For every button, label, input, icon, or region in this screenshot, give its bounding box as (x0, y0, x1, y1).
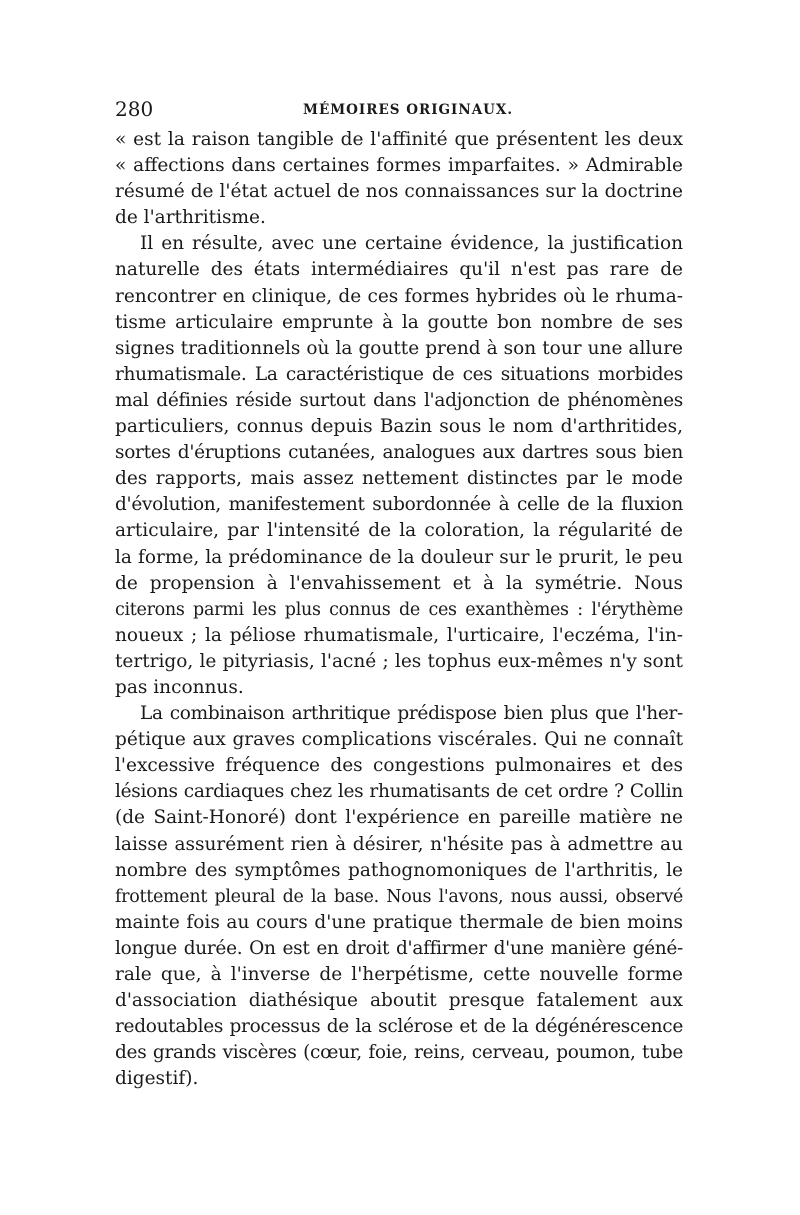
text-line: d'évolution, manifestement subordonnée à celle de la fluxion (115, 494, 683, 516)
running-title: MÉMOIRES ORIGINAUX. (303, 102, 514, 118)
text-line: des rapports, mais assez nettement distinctes par le mode (115, 468, 683, 490)
text-line: la forme, la prédominance de la douleur sur le prurit, le peu (115, 546, 683, 568)
text-line: de l'arthritisme. (115, 207, 266, 229)
text-line: Il en résulte, avec une certaine évidence, la justification (140, 233, 683, 255)
text-line: rhumatismale. La caractéristique de ces situations morbides (115, 363, 683, 385)
running-head (115, 97, 685, 121)
text-line: articulaire, par l'intensité de la coloration, la régularité de (115, 520, 683, 542)
text-line: signes traditionnels où la goutte prend à son tour une allure (115, 337, 683, 359)
text-line: des grands viscères (cœur, foie, reins, cerveau, poumon, tube (115, 1042, 683, 1064)
text-line: sortes d'éruptions cutanées, analogues aux dartres sous bien (115, 442, 683, 464)
text-line: tisme articulaire emprunte à la goutte bon nombre de ses (115, 311, 683, 333)
text-line: résumé de l'état actuel de nos connaissances sur la doctrine (115, 181, 683, 203)
text-line: laisse assurément rien à désirer, n'hésite pas à admettre au (115, 833, 683, 855)
text-line: La combinaison arthritique prédispose bien plus que l'her- (140, 703, 683, 725)
text-line: nombre des symptômes pathognomoniques de l'arthritis, le (115, 859, 683, 881)
text-line: redoutables processus de la sclérose et de la dégénérescence (115, 1016, 683, 1038)
text-line: l'excessive fréquence des congestions pulmonaires et des (115, 755, 683, 777)
text-line: rencontrer en clinique, de ces formes hybrides où le rhuma- (115, 285, 683, 307)
text-line: de propension à l'envahissement et à la symétrie. Nous (115, 572, 683, 594)
text-line: rale que, à l'inverse de l'herpétisme, cette nouvelle forme (115, 964, 683, 985)
body-text (115, 127, 683, 1092)
text-line: digestif). (115, 1068, 199, 1090)
text-line: frottement pleural de la base. Nous l'avons, nous aussi, observé (115, 886, 683, 907)
text-line: pétique aux graves complications viscérales. Qui ne connaît (115, 729, 683, 751)
text-line: naturelle des états intermédiaires qu'il n'est pas rare de (115, 259, 683, 281)
text-line: « est la raison tangible de l'affinité que présentent les deux (115, 129, 683, 150)
text-line: mainte fois au cours d'une pratique thermale de bien moins (115, 911, 683, 933)
text-line: lésions cardiaques chez les rhumatisants de cet ordre ? Collin (115, 781, 683, 803)
text-line: (de Saint-Honoré) dont l'expérience en pareille matière ne (115, 807, 683, 829)
text-line: d'association diathésique aboutit presque fatalement aux (115, 990, 683, 1012)
text-line: tertrigo, le pityriasis, l'acné ; les tophus eux-mêmes n'y sont (115, 650, 683, 672)
text-line: pas inconnus. (115, 676, 244, 698)
text-line: noueux ; la péliose rhumatismale, l'urticaire, l'eczéma, l'in- (115, 624, 683, 646)
text-line: « affections dans certaines formes imparfaites. » Admirable (115, 155, 683, 177)
text-line: citerons parmi les plus connus de ces exanthèmes : l'érythème (115, 599, 683, 620)
text-line: longue durée. On est en droit d'affirmer d'une manière géné- (115, 937, 683, 959)
text-line: particuliers, connus depuis Bazin sous le nom d'arthritides, (115, 416, 683, 438)
page-number: 280 (115, 97, 154, 121)
text-line: mal définies réside surtout dans l'adjonction de phénomènes (115, 389, 683, 411)
